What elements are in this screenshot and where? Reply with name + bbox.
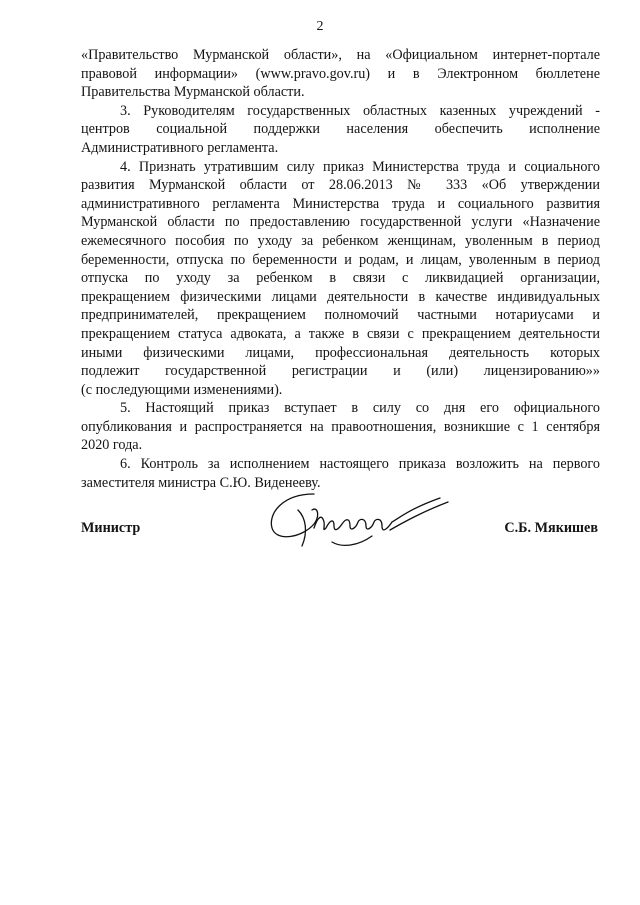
document-line: 6. Контроль за исполнением настоящего приказа возложить на первого bbox=[120, 456, 600, 473]
signer-position: Министр bbox=[81, 520, 141, 536]
document-line: (с последующими изменениями). bbox=[81, 381, 283, 398]
document-line: беременности, отпуска по беременности и родам, и лицам, уволенным в период bbox=[81, 251, 600, 268]
document-line: развития Мурманской области от 28.06.2013 № 333 «Об утверждении bbox=[81, 177, 600, 194]
document-line: Административного регламента. bbox=[81, 139, 279, 156]
document-line: правовой информации» (www.pravo.gov.ru) и в Электронном бюллетене bbox=[81, 65, 600, 82]
document-line: заместителя министра С.Ю. Виденееву. bbox=[81, 474, 321, 491]
document-line: ежемесячного пособия по уходу за ребенком женщинам, уволенным в период bbox=[81, 232, 600, 249]
document-line: административного регламента Министерства труда и социального развития bbox=[81, 195, 600, 212]
document-line: «Правительство Мурманской области», на «Официальном интернет-портале bbox=[81, 47, 600, 63]
document-line: прекращением статуса адвоката, а также в связи с прекращением деятельности bbox=[81, 325, 600, 342]
document-line: опубликования и распространяется на правоотношения, возникшие с 1 сентября bbox=[81, 418, 600, 435]
document-line: 3. Руководителям государственных областных казенных учреждений - bbox=[120, 102, 600, 119]
handwritten-signature bbox=[262, 488, 462, 554]
document-line: иными физическими лицами, профессиональная деятельность которых bbox=[81, 344, 600, 361]
document-line: подлежит государственной регистрации и (или) лицензированию»» bbox=[81, 363, 600, 380]
document-line: прекращением физическими лицами деятельности в качестве индивидуальных bbox=[81, 288, 600, 305]
document-line: Правительства Мурманской области. bbox=[81, 84, 305, 101]
document-line: 5. Настоящий приказ вступает в силу со дня его официального bbox=[120, 400, 600, 417]
document-body bbox=[81, 46, 600, 492]
document-line: 2020 года. bbox=[81, 437, 143, 454]
document-line: предпринимателей, прекращением полномочий частными нотариусами и bbox=[81, 307, 600, 324]
page-number: 2 bbox=[316, 19, 324, 34]
document-line: отпуска по уходу за ребенком в связи с ликвидацией организации, bbox=[81, 270, 600, 287]
document-line: центров социальной поддержки населения обеспечить исполнение bbox=[81, 121, 600, 138]
document-line: Мурманской области по предоставлению государственной услуги «Назначение bbox=[81, 214, 600, 231]
signer-name: С.Б. Мякишев bbox=[504, 520, 598, 536]
document-line: 4. Признать утратившим силу приказ Министерства труда и социального bbox=[120, 158, 600, 175]
signature-block bbox=[0, 488, 640, 558]
